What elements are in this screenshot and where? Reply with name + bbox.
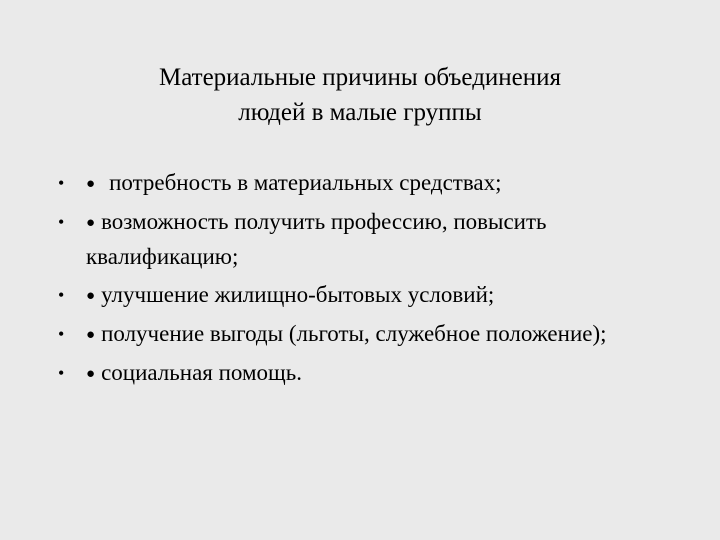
list-item-text: потребность в материальных средствах; — [109, 170, 502, 195]
bullet-list — [58, 166, 654, 395]
title-line-2: людей в малые группы — [238, 99, 482, 126]
dot-icon: ● — [86, 366, 96, 382]
list-item-text: социальная помощь. — [101, 360, 302, 385]
bullet-icon: • — [58, 324, 65, 344]
list-item-text: получение выгоды (льготы, служебное положение); — [101, 321, 607, 346]
slide-title — [0, 60, 720, 130]
dot-icon: ● — [86, 327, 96, 343]
list-item — [58, 166, 654, 201]
bullet-icon: • — [58, 212, 65, 232]
list-item — [58, 205, 654, 274]
dot-icon: ● — [86, 288, 96, 304]
dot-icon: ● — [86, 176, 96, 192]
bullet-icon: • — [58, 285, 65, 305]
title-line-1: Материальные причины объединения — [158, 64, 562, 91]
dot-icon: ● — [86, 215, 96, 231]
list-item — [58, 317, 654, 352]
list-item — [58, 278, 654, 313]
bullet-icon: • — [58, 173, 65, 193]
list-item-text: улучшение жилищно-бытовых условий; — [101, 282, 495, 307]
list-item-text: возможность получить профессию, повысить квалификацию; — [86, 209, 547, 269]
list-item — [58, 356, 654, 391]
bullet-icon: • — [58, 363, 65, 383]
